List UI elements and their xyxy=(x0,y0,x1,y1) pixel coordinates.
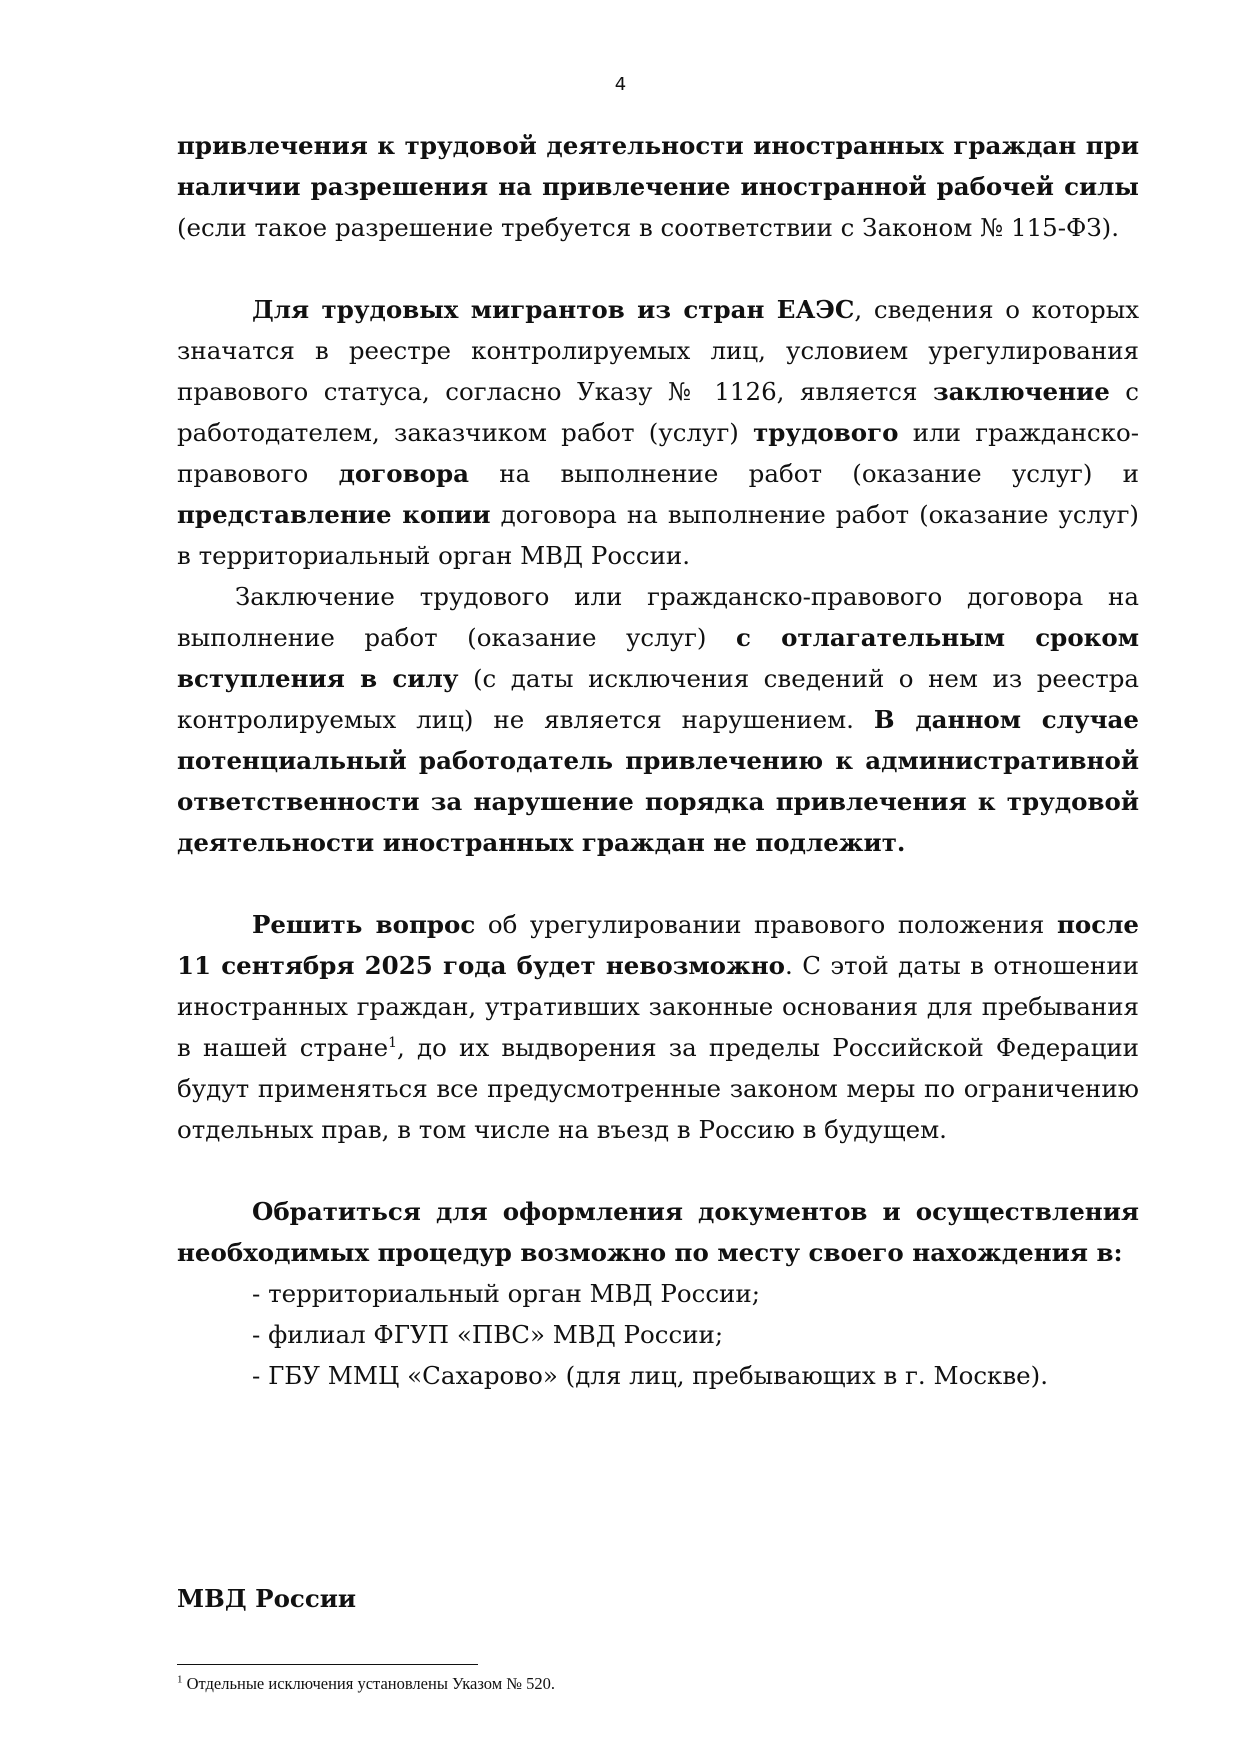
intro-text: (если такое разрешение требуется в соответствии с Законом № 115-ФЗ). xyxy=(177,213,1119,242)
eaes-bold-labor: трудового xyxy=(753,418,899,447)
eaes-text-4: на выполнение работ (оказание услуг) и xyxy=(468,459,1140,488)
deadline-bold-lead: Решить вопрос xyxy=(252,910,476,939)
eaes-text-5: договора на выполнение работ (оказание услуг) в территориальный орган МВД России. xyxy=(177,500,1139,570)
deferred-bold-conclusion: В данном случае потенциальный работодатель привлечению к административной ответственности за нарушение порядка привлечения к трудовой деятельности иностранных граждан не подлежит. xyxy=(177,705,1140,857)
deadline-text-3: , до их выдворения за пределы Российской Федерации будут применяться все предусмотренные законом меры по ограничению отдельных прав, в том числе на въезд в Россию в будущем. xyxy=(177,1033,1139,1144)
footnote-reference: 1 xyxy=(388,1034,398,1051)
deferred-bold-term: с отлагательным сроком вступления в силу xyxy=(177,623,1139,693)
eaes-bold-contract: договора xyxy=(338,459,469,488)
eaes-bold-conclusion: заключение xyxy=(932,377,1110,406)
contacts-heading-text: Обратиться для оформления документов и осуществления необходимых процедур возможно по месту своего нахождения в: xyxy=(177,1197,1139,1267)
eaes-heading: Для трудовых мигрантов из стран ЕАЭС xyxy=(252,295,855,324)
deferred-text-1: Заключение трудового или гражданско-правового договора на выполнение работ (оказание услуг) xyxy=(177,582,1139,652)
intro-paragraph xyxy=(177,125,1139,248)
contacts-heading xyxy=(177,1191,1139,1273)
list-item: - территориальный орган МВД России; xyxy=(252,1279,760,1308)
deferred-text-2: (с даты исключения сведений о нем из реестра контролируемых лиц) не является нарушением. xyxy=(177,664,1139,734)
signature: МВД России xyxy=(177,1584,357,1613)
deadline-bold-date: после 11 сентября 2025 года будет невозможно xyxy=(177,910,1139,980)
deadline-paragraph xyxy=(177,904,1139,1150)
document-body xyxy=(177,125,1139,1396)
footnote-text: Отдельные исключения установлены Указом № 520. xyxy=(182,1674,556,1693)
eaes-bold-copy: представление копии xyxy=(177,500,491,529)
eaes-paragraph xyxy=(177,289,1139,576)
eaes-text-3: или гражданско-правового xyxy=(177,418,1139,488)
footnote xyxy=(177,1674,555,1694)
footnote-divider xyxy=(177,1664,478,1665)
deferred-paragraph xyxy=(177,576,1139,863)
eaes-text-1: , сведения о которых значатся в реестре контролируемых лиц, условием урегулирования правового статуса, согласно Указу № 1126, является xyxy=(177,295,1140,406)
intro-bold-text: привлечения к трудовой деятельности иностранных граждан при наличии разрешения на привлечение иностранной рабочей силы xyxy=(177,131,1139,201)
eaes-text-2: с работодателем, заказчиком работ (услуг) xyxy=(177,377,1140,447)
page-number: 4 xyxy=(614,74,627,95)
list-item: - филиал ФГУП «ПВС» МВД России; xyxy=(252,1320,724,1349)
footnote-marker: 1 xyxy=(177,1673,183,1686)
list-item: - ГБУ ММЦ «Сахарово» (для лиц, пребывающих в г. Москве). xyxy=(252,1361,1049,1390)
deadline-text-2: . С этой даты в отношении иностранных граждан, утративших законные основания для пребывания в нашей стране xyxy=(177,951,1140,1062)
deadline-text-1: об урегулировании правового положения xyxy=(475,910,1057,939)
